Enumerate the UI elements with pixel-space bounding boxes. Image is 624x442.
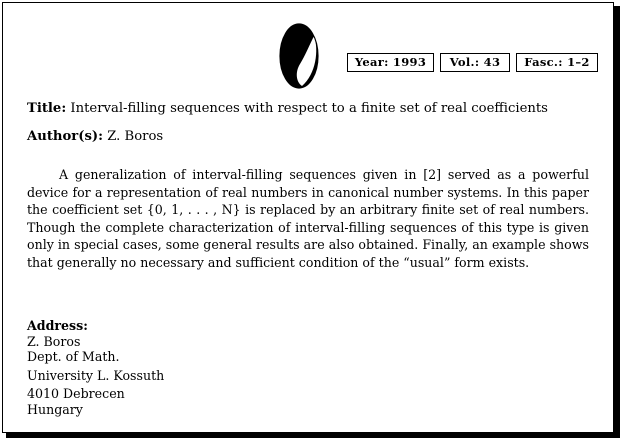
- address-label: Address:: [27, 318, 88, 333]
- journal-logo-icon: [278, 22, 320, 90]
- year-box: Year: 1993: [347, 53, 434, 72]
- title-label: Title:: [27, 101, 67, 116]
- title-line: [27, 101, 607, 116]
- abstract: [27, 166, 589, 271]
- title-text: Interval-filling sequences with respect to a finite set of real coefficients: [70, 101, 548, 116]
- address-block: [27, 318, 164, 417]
- address-line-university: University L. Kossuth: [27, 367, 165, 383]
- fascicle-box: Fasc.: 1–2: [516, 53, 598, 72]
- frame-shadow-bottom: [6, 432, 620, 438]
- address-line-city: 4010 Debrecen: [27, 386, 125, 401]
- frame-shadow-right: [613, 6, 620, 435]
- address-line-country: Hungary: [27, 401, 83, 417]
- address-line-name: Z. Boros: [27, 333, 81, 349]
- author-name: Z. Boros: [107, 129, 164, 144]
- author-label: Author(s):: [27, 129, 104, 144]
- abstract-text: A generalization of interval-filling sequences given in [2] served as a powerful device for a representation of real numbers in canonical number systems. In this paper the coefficient set {0, 1, . . . , N} is replaced by an arbitrary finite set of real numbers. Though the complete characterization of interval-filling sequences of this type is given only in special cases, some general results are also obtained. Finally, an example shows that generally no necessary and sufficient condition of the “usual” form exists.: [27, 167, 589, 270]
- volume-box: Vol.: 43: [440, 53, 510, 72]
- author-line: [27, 129, 163, 144]
- address-line-department: Dept. of Math.: [27, 349, 120, 364]
